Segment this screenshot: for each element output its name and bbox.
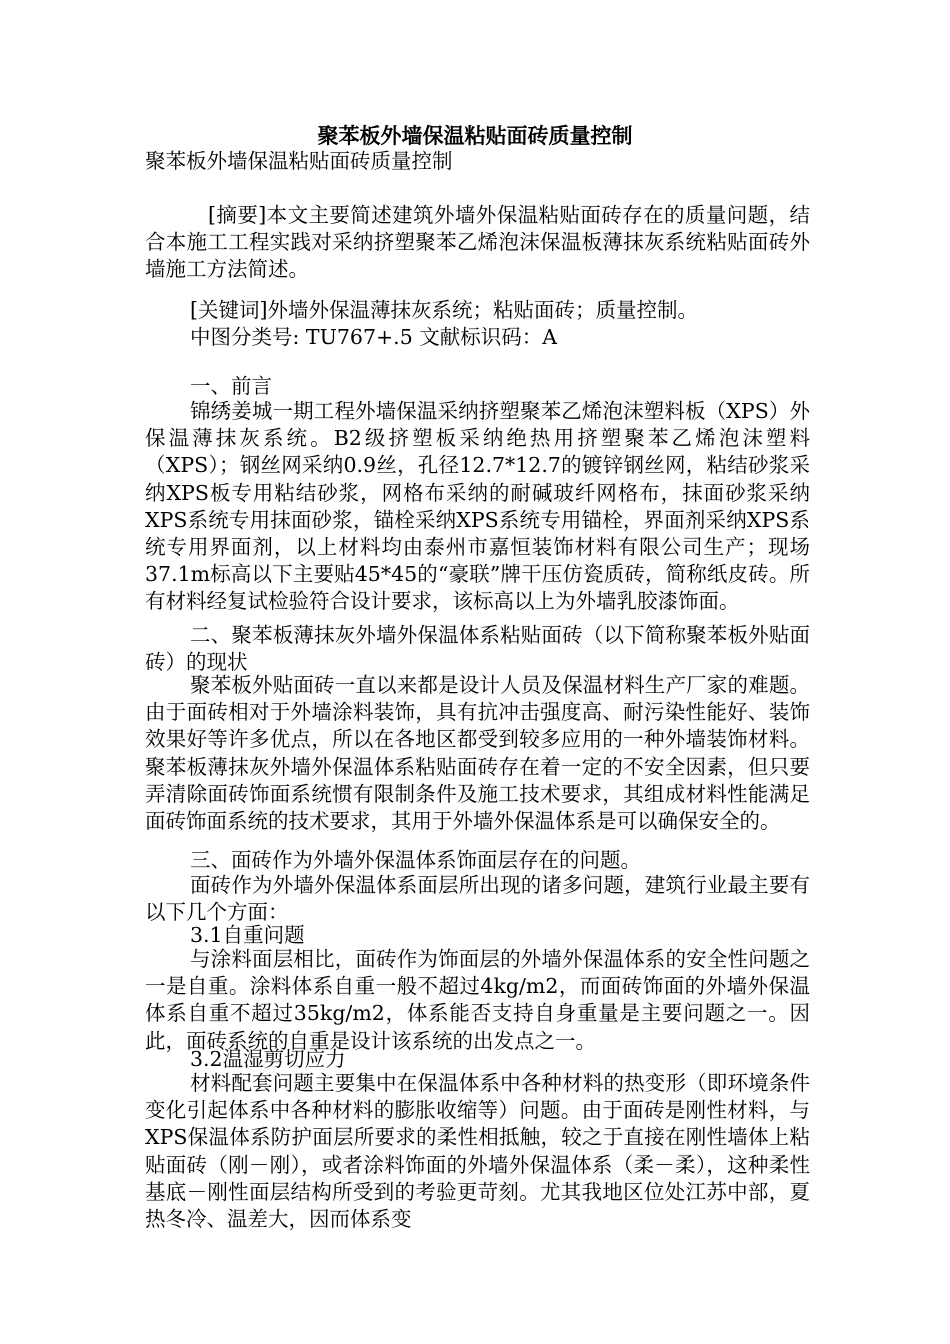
paragraph-3-1: 与涂料面层相比，面砖作为饰面层的外墙外保温体系的安全性问题之一是自重。涂料体系自重一般不超过4kg/m2，而面砖饰面的外墙外保温体系自重不超过35kg/m2，体系能否支持自身重量是主要问题之一。因此，面砖系统的自重是设计该系统的出发点之一。 — [145, 947, 810, 1053]
document-subtitle: 聚苯板外墙保温粘贴面砖质量控制 — [145, 149, 453, 173]
paragraph-3: 面砖作为外墙外保温体系面层所出现的诸多问题，建筑行业最主要有以下几个方面： — [145, 873, 810, 925]
section-heading-1: 一、前言 — [190, 374, 272, 398]
section-heading-2: 二、聚苯板薄抹灰外墙外保温体系粘贴面砖（以下简称聚苯板外贴面砖）的现状 — [145, 623, 810, 675]
paragraph-1: 锦绣姜城一期工程外墙保温采纳挤塑聚苯乙烯泡沫塑料板（XPS）外保温薄抹灰系统。B2级挤塑板采纳绝热用挤塑聚苯乙烯泡沫塑料（XPS）；钢丝网采纳0.9丝，孔径12.7*12.7的镀锌钢丝网，粘结砂浆采纳XPS板专用粘结砂浆，网格布采纳的耐碱玻纤网格布，抹面砂浆采纳XPS系统专用抹面砂浆，锚栓采纳XPS系统专用锚栓，界面剂采纳XPS系统专用界面剂，以上材料均由泰州市嘉恒装饰材料有限公司生产；现场37.1m标高以下主要贴45*45的“豪联”牌干压仿瓷质砖，简称纸皮砖。所有材料经复试检验符合设计要求，该标高以上为外墙乳胶漆饰面。 — [145, 399, 810, 614]
paragraph-3-2: 材料配套问题主要集中在保温体系中各种材料的热变形（即环境条件变化引起体系中各种材料的膨胀收缩等）问题。由于面砖是刚性材料，与XPS保温体系防护面层所要求的柔性相抵触，较之于直接在刚性墙体上粘贴面砖（刚－刚），或者涂料饰面的外墙外保温体系（柔－柔），这种柔性基底－刚性面层结构所受到的考验更苛刻。尤其我地区位处江苏中部，夏热冬冷、温差大，因而体系变 — [145, 1071, 810, 1232]
subsection-heading-3-2: 3.2温湿剪切应力 — [190, 1047, 346, 1071]
section-heading-3: 三、面砖作为外墙外保温体系饰面层存在的问题。 — [190, 848, 641, 872]
keywords-line: [关键词]外墙外保温薄抹灰系统；粘贴面砖；质量控制。 — [190, 298, 698, 322]
classification-line: 中图分类号: TU767+.5 文献标识码：A — [190, 325, 558, 349]
document-title: 聚苯板外墙保温粘贴面砖质量控制 — [317, 123, 633, 148]
subsection-heading-3-1: 3.1自重问题 — [190, 923, 305, 947]
paragraph-2: 聚苯板外贴面砖一直以来都是设计人员及保温材料生产厂家的难题。由于面砖相对于外墙涂料装饰，具有抗冲击强度高、耐污染性能好、装饰效果好等许多优点，所以在各地区都受到较多应用的一种外墙装饰材料。聚苯板薄抹灰外墙外保温体系粘贴面砖存在着一定的不安全因素，但只要弄清除面砖饰面系统惯有限制条件及施工技术要求，其组成材料性能满足面砖饰面系统的技术要求，其用于外墙外保温体系是可以确保安全的。 — [145, 673, 810, 834]
abstract-paragraph: [摘要]本文主要简述建筑外墙外保温粘贴面砖存在的质量问题，结合本施工工程实践对采纳挤塑聚苯乙烯泡沫保温板薄抹灰系统粘贴面砖外墙施工方法简述。 — [145, 203, 810, 282]
